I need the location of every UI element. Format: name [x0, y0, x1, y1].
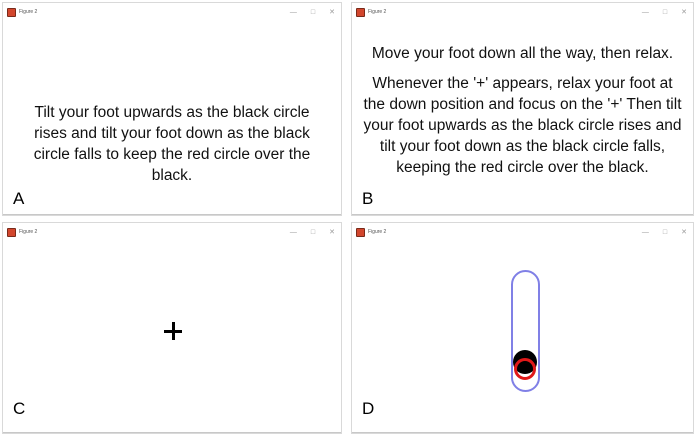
- instruction-heading: Move your foot down all the way, then relax.: [371, 45, 674, 62]
- maximize-button[interactable]: □: [310, 228, 316, 236]
- figure-window-c: [2, 222, 342, 434]
- fixation-cross-icon: [164, 322, 182, 340]
- window-bottom-border: [352, 214, 693, 215]
- title-bar[interactable]: [352, 3, 693, 21]
- window-bottom-border: [3, 432, 341, 433]
- close-button[interactable]: ✕: [681, 228, 687, 236]
- matplotlib-figure-icon: [356, 8, 365, 17]
- matplotlib-figure-icon: [356, 228, 365, 237]
- maximize-button[interactable]: □: [662, 8, 668, 16]
- window-controls: [642, 3, 687, 21]
- title-bar[interactable]: [352, 223, 693, 241]
- fixation-cross-vertical: [172, 322, 175, 340]
- minimize-button[interactable]: —: [641, 228, 649, 236]
- figure-window-a: [2, 2, 342, 216]
- instruction-text: Tilt your foot upwards as the black circle rises and tilt your foot down as the black circle falls to keep the red circle over the black.: [33, 104, 311, 184]
- close-button[interactable]: ✕: [681, 8, 687, 16]
- minimize-button[interactable]: —: [289, 8, 297, 16]
- instruction-text: Whenever the '+' appears, relax your foot at the down position and focus on the '+' Then tilt your foot upwards as the black circle rises and tilt your foot down as the black circle falls, keeping the red circle over the black.: [363, 75, 682, 176]
- window-controls: [290, 223, 335, 241]
- window-title: Figure 2: [19, 229, 38, 235]
- panel-label-c: C: [13, 399, 26, 418]
- figure-window-b: [351, 2, 694, 216]
- minimize-button[interactable]: —: [289, 228, 297, 236]
- title-bar[interactable]: [3, 3, 341, 21]
- window-bottom-border: [352, 432, 693, 433]
- matplotlib-figure-icon: [7, 228, 16, 237]
- minimize-button[interactable]: —: [641, 8, 649, 16]
- title-bar[interactable]: [3, 223, 341, 241]
- figure-window-d: [351, 222, 694, 434]
- panel-label-d: D: [362, 399, 375, 418]
- maximize-button[interactable]: □: [310, 8, 316, 16]
- close-button[interactable]: ✕: [329, 8, 335, 16]
- close-button[interactable]: ✕: [329, 228, 335, 236]
- window-title: Figure 2: [368, 9, 387, 15]
- window-title: Figure 2: [368, 229, 387, 235]
- panel-label-a: A: [13, 189, 25, 208]
- panel-label-b: B: [362, 189, 374, 208]
- matplotlib-figure-icon: [7, 8, 16, 17]
- window-controls: [290, 3, 335, 21]
- cursor-circle-red: [514, 358, 536, 380]
- maximize-button[interactable]: □: [662, 228, 668, 236]
- window-bottom-border: [3, 214, 341, 215]
- window-title: Figure 2: [19, 9, 38, 15]
- window-controls: [642, 223, 687, 241]
